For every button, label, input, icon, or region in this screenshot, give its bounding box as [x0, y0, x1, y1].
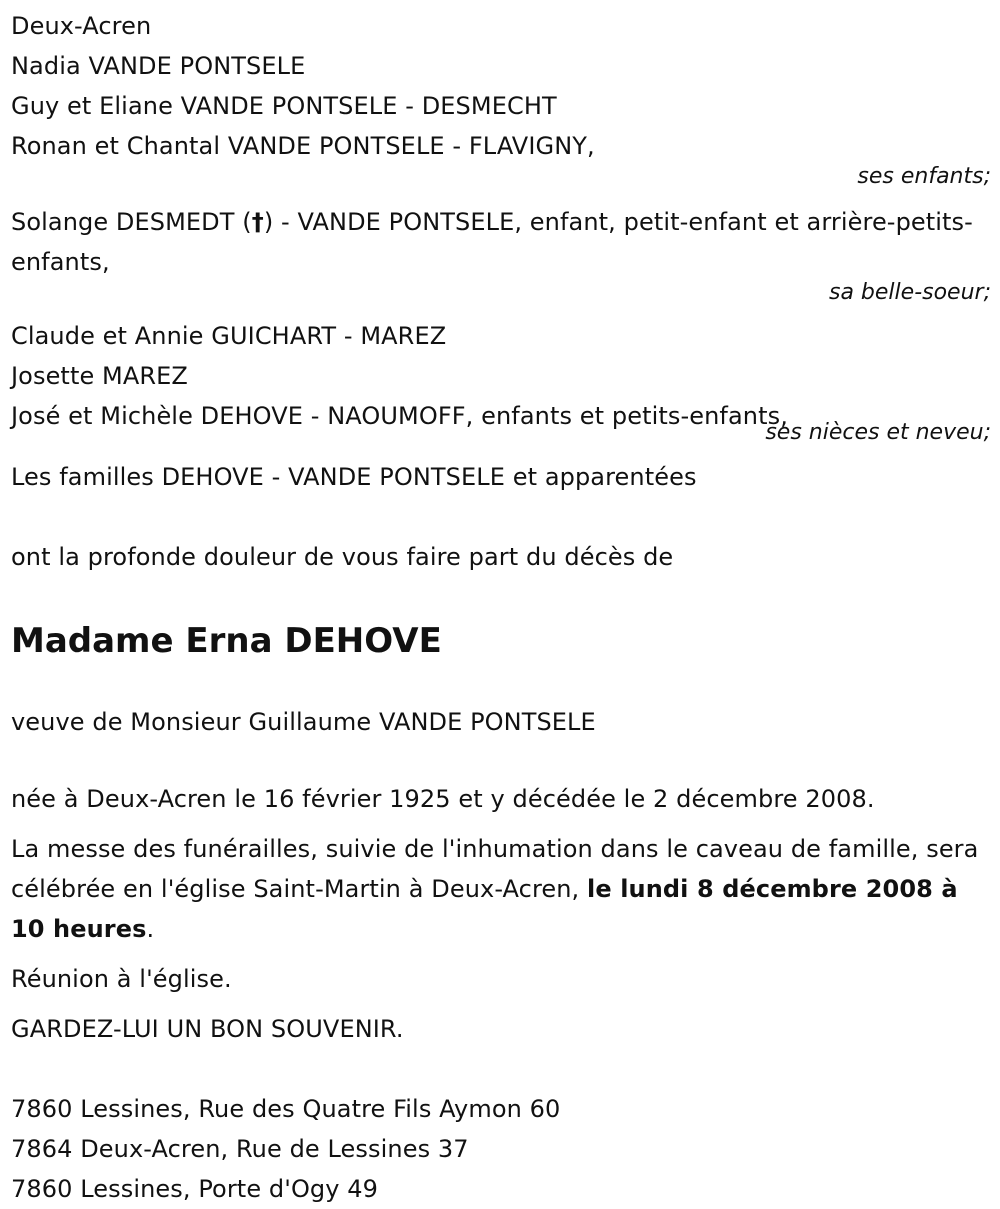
meeting-line: Réunion à l'église. [11, 965, 232, 993]
child-line: Guy et Eliane VANDE PONTSELE - DESMECHT [11, 92, 557, 120]
widow-of-line: veuve de Monsieur Guillaume VANDE PONTSELE [11, 708, 596, 736]
sister-in-law-name-end: ) - VANDE PONTSELE, enfant, petit-enfant et arrière-petits-enfants, [11, 208, 973, 276]
nieces-role: ses nièces et neveu; [765, 420, 991, 445]
cross-icon: † [251, 208, 264, 236]
niece-line: José et Michèle DEHOVE - NAOUMOFF, enfants et petits-enfants, [11, 402, 788, 430]
funeral-text-end: . [146, 915, 155, 943]
families-line: Les familles DEHOVE - VANDE PONTSELE et apparentées [11, 463, 697, 491]
sister-in-law-line [11, 202, 991, 282]
funeral-paragraph [11, 829, 991, 949]
closing-line: GARDEZ-LUI UN BON SOUVENIR. [11, 1015, 404, 1043]
niece-line: Josette MAREZ [11, 362, 188, 390]
family-place: Deux-Acren [11, 12, 152, 40]
sister-in-law-role: sa belle-soeur; [829, 280, 991, 305]
child-line: Nadia VANDE PONTSELE [11, 52, 306, 80]
deceased-name: Madame Erna DEHOVE [11, 621, 442, 661]
children-role: ses enfants; [857, 164, 991, 189]
obituary-notice [11, 6, 991, 1209]
niece-line: Claude et Annie GUICHART - MAREZ [11, 322, 447, 350]
address-line: 7860 Lessines, Porte d'Ogy 49 [11, 1175, 379, 1203]
announcement-line: ont la profonde douleur de vous faire part du décès de [11, 543, 674, 571]
funeral-text: La messe des funérailles, suivie de l'inhumation dans le caveau de famille, sera célébrée en l'église Saint-Martin à Deux-Acren, [11, 835, 979, 903]
address-line: 7860 Lessines, Rue des Quatre Fils Aymon 60 [11, 1095, 561, 1123]
address-line: 7864 Deux-Acren, Rue de Lessines 37 [11, 1135, 469, 1163]
funeral-date: le lundi 8 décembre 2008 à 10 heures [11, 875, 958, 943]
sister-in-law-name-start: Solange DESMEDT ( [11, 208, 252, 236]
child-line: Ronan et Chantal VANDE PONTSELE - FLAVIGNY, [11, 132, 595, 160]
birth-death-line: née à Deux-Acren le 16 février 1925 et y décédée le 2 décembre 2008. [11, 785, 875, 813]
